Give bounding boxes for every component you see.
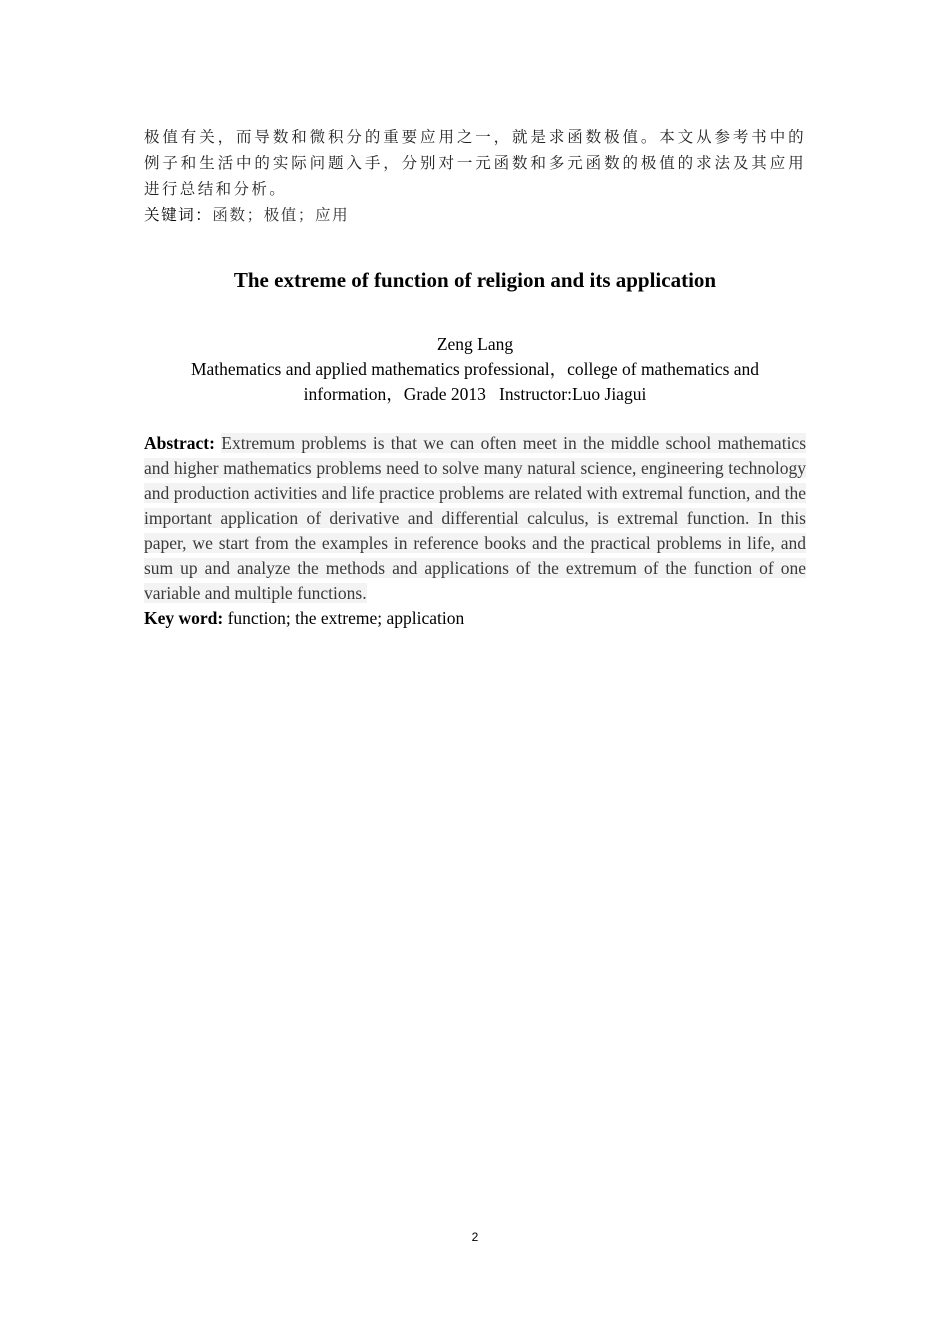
author-name: Zeng Lang [436,334,514,354]
keywords-value: function; the extreme; application [227,608,465,628]
english-abstract [144,431,806,606]
chinese-keywords-value: 函数；极值；应用 [212,206,350,224]
page-number: 2 [471,1230,479,1244]
abstract-label: Abstract: [144,433,215,453]
chinese-keywords-label: 关键词： [144,206,213,224]
english-keywords [144,606,806,631]
chinese-keywords [144,202,806,228]
keywords-label: Key word: [144,608,224,628]
chinese-abstract-text: 极值有关，而导数和微积分的重要应用之一，就是求函数极值。本文从参考书中的例子和生活中的实际问题入手，分别对一元函数和多元函数的极值的求法及其应用进行总结和分析。 [144,128,806,198]
abstract-text: Extremum problems is that we can often meet in the middle school mathematics and higher mathematics problems need to solve many natural science, engineering technology and production activities and life practice problems are related with extremal function, and the important application of derivative and differential calculus, is extremal function. In this paper, we start from the examples in reference books and the practical problems in life, and sum up and analyze the methods and applications of the extremum of the function of one variable and multiple functions. [144,433,807,603]
affiliation-line-2: information，Grade 2013 Instructor:Luo Jiagui [303,384,647,404]
page-content [144,124,806,631]
english-title: The extreme of function of religion and its application [233,268,717,292]
affiliation-line-1: Mathematics and applied mathematics professional，college of mathematics and [190,359,760,379]
